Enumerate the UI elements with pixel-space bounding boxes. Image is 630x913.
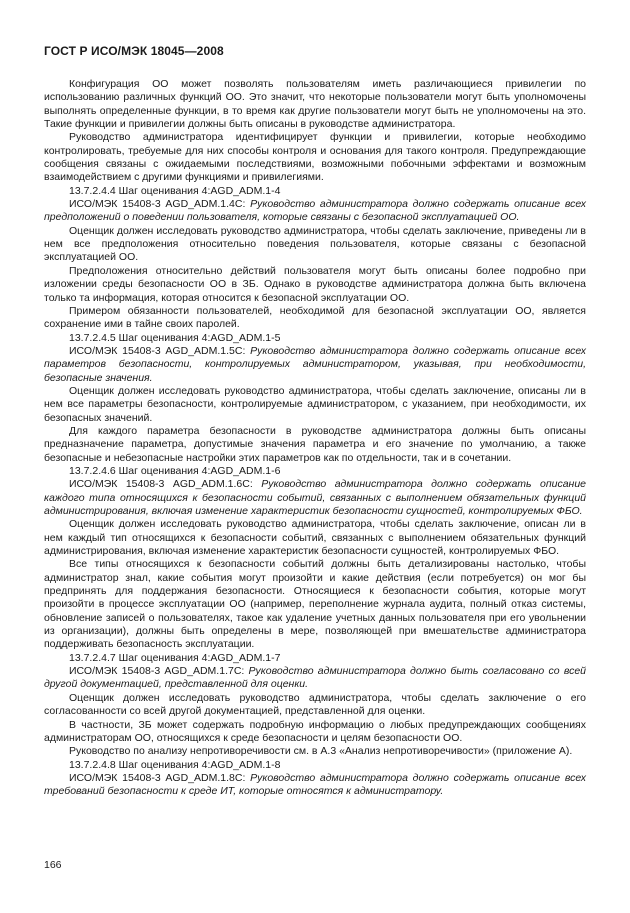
paragraph: Все типы относящихся к безопасности событий должны быть детализированы настолько, чтобы администратор знал, какие события могут произойти и какие действия (если потребуется) он мог бы предпринять для поддержания безопасности. Относящиеся к безопасности события, которые могут произойти в процессе эксплуатации ОО (например, переполнение журнала аудита, полный отказ системы, обновление записей о пользователях, такое как удаление учетных данных пользователя при его увольнении из организации), должны быть определены в мере, позволяющей при вмешательстве администратора поддерживать безопасность эксплуатации. [44,558,586,651]
paragraph: Примером обязанности пользователей, необходимой для безопасной эксплуатации ОО, является сохранение ими в тайне своих паролей. [44,304,586,331]
paragraph: Оценщик должен исследовать руководство администратора, чтобы сделать заключение о его согласованности со всей другой документацией, представленной для оценки. [44,691,586,718]
paragraph: Оценщик должен исследовать руководство администратора, чтобы сделать заключение, описан ли в нем каждый тип относящихся к безопасности событий, связанных с выполнением обязательных функций администрирования, включая изменение характеристик безопасности сущностей, контролируемых ФБО. [44,518,586,558]
paragraph: В частности, ЗБ может содержать подробную информацию о любых предупреждающих сообщениях администраторам ОО, относящихся к среде безопасности и целям безопасности ОО. [44,718,586,744]
requirement-paragraph: ИСО/МЭК 15408-3 AGD_ADM.1.8С: Руководство администратора должно содержать описание всех требований безопасности к среде ИТ, которые относятся к администратору. [44,771,587,798]
step-heading: 13.7.2.4.8 Шаг оценивания 4:AGD_ADM.1-8 [69,758,281,771]
step-heading: 13.7.2.4.4 Шаг оценивания 4:AGD_ADM.1-4 [69,184,281,197]
paragraph: Для каждого параметра безопасности в руководстве администратора должны быть описаны предназначение параметра, допустимые значения параметра и его значение по умолчанию, а также безопасные и небезопасные настройки этих параметров как по отдельности, так и в сочетании. [44,424,586,464]
step-heading: 13.7.2.4.7 Шаг оценивания 4:AGD_ADM.1-7 [69,651,281,664]
page-header: ГОСТ Р ИСО/МЭК 18045—2008 [44,44,224,58]
requirement-paragraph: ИСО/МЭК 15408-3 AGD_ADM.1.6С: Руководство администратора должно содержать описание каждого типа относящихся к безопасности событий, связанных с выполнением обязательных функций администрирования, включая изменение характеристик безопасности сущностей, контролируемых ФБО. [44,478,587,517]
paragraph: Предположения относительно действий пользователя могут быть описаны более подробно при изложении среды безопасности ОО в ЗБ. Однако в руководстве администратора должна быть включена только та информация, которая относится к безопасной эксплуатации ОО. [44,264,586,304]
requirement-paragraph: ИСО/МЭК 15408-3 AGD_ADM.1.5С: Руководство администратора должно содержать описание всех параметров безопасности, контролируемых администратором, указывая, при необходимости, безопасные значения. [44,344,587,384]
paragraph: Оценщик должен исследовать руководство администратора, чтобы сделать заключение, описаны ли в нем все параметры безопасности, контролируемые администратором, с указанием, при необходимости, их безопасных значений. [44,384,586,424]
paragraph: Руководство по анализу непротиворечивости см. в А.3 «Анализ непротиворечивости» (приложение А). [69,745,573,758]
paragraph: Руководство администратора идентифицирует функции и привилегии, которые необходимо контролировать, требуемые для них способы контроля и основания для такого контроля. Предупреждающие сообщения связаны с ожидаемыми последствиями, возможными побочными эффектами и возможным взаимодействием с другими функциями и привилегиями. [44,131,586,184]
step-heading: 13.7.2.4.5 Шаг оценивания 4:AGD_ADM.1-5 [69,331,281,344]
paragraph: Оценщик должен исследовать руководство администратора, чтобы сделать заключение, приведены ли в нем все предположения относительно поведения пользователя, которые связаны с безопасной эксплуатацией ОО. [44,224,586,264]
requirement-paragraph: ИСО/МЭК 15408-3 AGD_ADM.1.7С: Руководство администратора должно быть согласовано со всей другой документацией, представленной для оценки. [44,665,586,691]
body-text [44,78,586,799]
paragraph: Конфигурация ОО может позволять пользователям иметь различающиеся привилегии по использованию различных функций ОО. Это значит, что некоторые пользователи могут быть уполномочены выполнять определенные функции, в то время как другие пользователи могут быть не уполномочены на это. Такие функции и привилегии должны быть описаны в руководстве администратора. [44,78,586,131]
step-heading: 13.7.2.4.6 Шаг оценивания 4:AGD_ADM.1-6 [69,464,281,477]
requirement-paragraph: ИСО/МЭК 15408-3 AGD_ADM.1.4С: Руководство администратора должно содержать описание всех предположений о поведении пользователя, которые связаны с безопасной эксплуатацией ОО. [44,198,587,224]
page-number: 166 [44,859,62,871]
